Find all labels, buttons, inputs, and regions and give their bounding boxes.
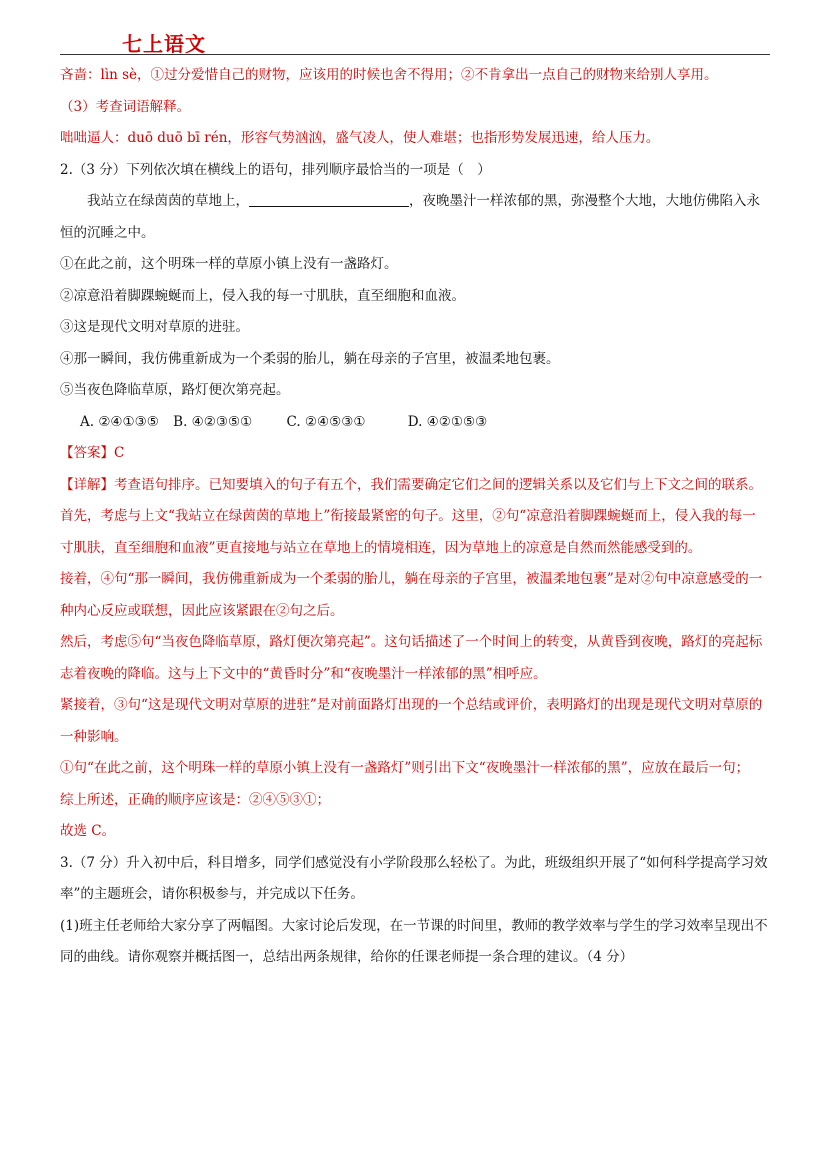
explanation-summary: 综上所述，正确的顺序应该是：②④⑤③①； [60,791,330,808]
sentence-1: ①在此之前，这个明珠一样的草原小镇上没有一盏路灯。 [60,256,398,272]
page-header-title: 七上语文 [122,32,206,56]
question-2-passage [60,186,768,249]
question-3-part-1: (1)班主任老师给大家分享了两幅图。大家讨论后发现，在一节课的时间里，教师的教学效率与学生的学习效率呈现出不同的曲线。请你观察并概括图一，总结出两条规律，给你的任课老师提一条合理的建议。（4 分） [60,917,768,965]
explanation-step-1: 首先，考虑与上文“我站立在绿茵茵的草地上”衔接最紧密的句子。这里，②句“凉意沿着脚踝蜿蜒而上，侵入我的每一寸肌肤，直至细胞和血液”更直接地与站立在草地上的情境相连，因为草地上的凉意是自然而然能感受到的。 [60,508,756,556]
document-body [60,60,768,974]
question-part-3: （3）考查词语解释。 [60,98,191,115]
question-2-stem: 2.（3 分）下列依次填在横线上的语句，排列顺序最恰当的一项是（ ） [60,161,491,178]
sentence-5: ⑤当夜色降临草原，路灯便次第亮起。 [60,382,290,398]
option-c: C. ②④⑤③① [286,413,366,430]
explanation-choice: 故选 C。 [60,823,116,839]
explanation-step-2: 接着，④句“那一瞬间，我仿佛重新成为一个柔弱的胎儿，躺在母亲的子宫里，被温柔地包裹”是对②句中凉意感受的一种内心反应或联想，因此应该紧跟在②句之后。 [60,571,763,619]
sentence-3: ③这是现代文明对草原的进驻。 [60,319,249,335]
explanation-intro: 【详解】考查语句排序。已知要填入的句子有五个，我们需要确定它们之间的逻辑关系以及它们与上下文之间的联系。 [60,476,762,493]
answer-label: 【答案】C [60,445,125,461]
definition-duoduobiren: 咄咄逼人：duō duō bī rén，形容气势汹汹，盛气凌人，使人难堪；也指形势发展迅速，给人压力。 [60,130,660,146]
option-b: B. ④②③⑤① [173,413,253,430]
fill-blank [249,192,409,207]
option-a: A. ②④①③⑤ [80,413,159,430]
sentence-4: ④那一瞬间，我仿佛重新成为一个柔弱的胎儿，躺在母亲的子宫里，被温柔地包裹。 [60,350,560,367]
definition-linse: 吝啬：lìn sè，①过分爱惜自己的财物，应该用的时候也舍不得用；②不肯拿出一点自己的财物来给别人享用。 [60,67,718,83]
passage-part-b: ，夜晚墨汁一样浓郁的黑，弥漫整个大地，大地仿佛陷入永恒的沉睡之中。 [60,193,760,241]
option-d: D. ④②①⑤③ [407,413,488,430]
explanation-step-5: ①句“在此之前，这个明珠一样的草原小镇上没有一盏路灯”则引出下文“夜晚墨汁一样浓郁的黑”，应放在最后一句； [60,760,750,776]
question-3-stem: 3.（7 分）升入初中后，科目增多，同学们感觉没有小学阶段那么轻松了。为此，班级组织开展了“如何科学提高学习效率”的主题班会，请你积极参与，并完成以下任务。 [60,854,768,902]
passage-part-a: 我站立在绿茵茵的草地上， [87,193,249,209]
header-divider [60,54,770,55]
answer-options [60,407,768,439]
explanation-step-4: 紧接着，③句“这是现代文明对草原的进驻”是对前面路灯出现的一个总结或评价，表明路灯的出现是现代文明对草原的一种影响。 [60,697,763,745]
explanation-step-3: 然后，考虑⑤句“当夜色降临草原，路灯便次第亮起”。这句话描述了一个时间上的转变，从黄昏到夜晚，路灯的亮起标志着夜晚的降临。这与上下文中的“黄昏时分”和“夜晚墨汁一样浓郁的黑”相呼应。 [60,634,763,682]
sentence-2: ②凉意沿着脚踝蜿蜒而上，侵入我的每一寸肌肤，直至细胞和血液。 [60,287,465,304]
